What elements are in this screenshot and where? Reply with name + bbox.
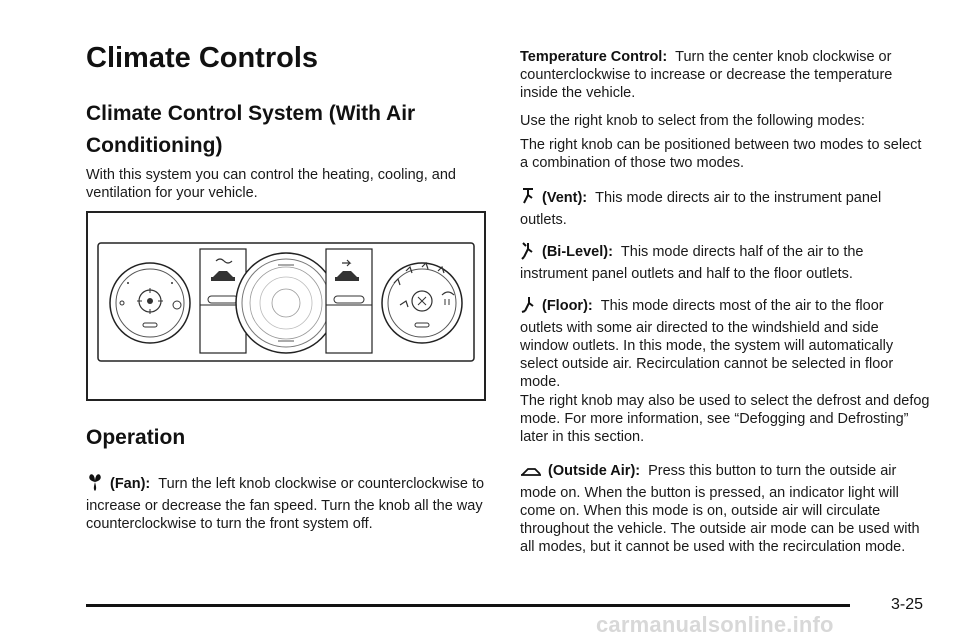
bilevel-text: This mode directs half of the air to the instrument panel outlets and half to the floor outlets. [520, 244, 864, 282]
floor-mode-icon [520, 294, 536, 319]
vent-label: (Vent): [542, 190, 588, 206]
floor-paragraph [520, 294, 930, 391]
floor-text: This mode directs most of the air to the floor outlets with some air directed to the windshield and side window outlets. In this mode, the system will automatically select outside air. Recirculation cannot be selected in floor mode. [520, 298, 894, 390]
fan-paragraph [86, 472, 490, 533]
temperature-label: Temperature Control: [520, 49, 668, 65]
combination-paragraph: The right knob can be positioned between two modes to select a combination of those two modes. [520, 137, 922, 171]
bilevel-label: (Bi-Level): [542, 244, 613, 260]
fan-icon [86, 472, 104, 497]
intro-paragraph: With this system you can control the heating, cooling, and ventilation for your vehicle. [86, 167, 456, 201]
fan-knob [110, 263, 190, 343]
outside-air-paragraph [520, 462, 930, 556]
section-heading: Climate Control System (With Air Conditioning) [86, 102, 416, 157]
page-title: Climate Controls [86, 42, 319, 74]
temperature-paragraph [520, 48, 930, 102]
outside-air-icon [520, 465, 542, 484]
defrost-paragraph: The right knob may also be used to select the defrost and defog mode. For more information, see “Defogging and Defrosting” later in this section. [520, 393, 930, 445]
bilevel-paragraph [520, 240, 930, 283]
vent-mode-icon [520, 186, 536, 211]
right-button-column [326, 249, 372, 353]
outside-air-label: (Outside Air): [548, 463, 641, 479]
bilevel-mode-icon [520, 240, 536, 265]
temperature-text: Turn the center knob clockwise or counterclockwise to increase or decrease the temperature inside the vehicle. [520, 49, 893, 101]
mode-knob [382, 263, 462, 343]
right-knob-intro: Use the right knob to select from the following modes: [520, 113, 865, 129]
footer-rule [86, 604, 850, 607]
climate-control-panel-illustration [86, 211, 486, 401]
fan-text: Turn the left knob clockwise or counterclockwise to increase or decrease the fan speed. Turn the knob all the way counterclockwise to turn the front system off. [86, 476, 485, 532]
page-number: 3-25 [891, 596, 924, 613]
vent-text: This mode directs air to the instrument panel outlets. [520, 190, 882, 228]
outside-air-text: Press this button to turn the outside air mode on. When the button is pressed, an indicator light will come on. When this mode is on, outside air will circulate throughout the vehicle. The outside air mode can be used with all modes, but it cannot be used with the recirculation mode. [520, 463, 920, 555]
vent-paragraph [520, 186, 930, 229]
floor-label: (Floor): [542, 298, 593, 314]
operation-heading: Operation [86, 426, 186, 449]
watermark: carmanualsonline.info [596, 612, 834, 637]
temperature-knob [236, 253, 336, 353]
fan-label: (Fan): [110, 476, 151, 492]
